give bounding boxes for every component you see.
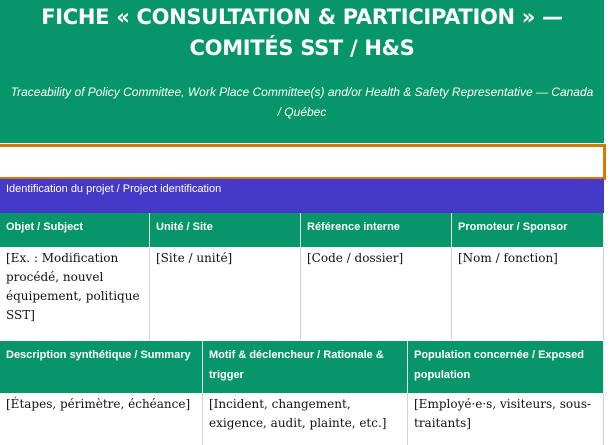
table1-data-row bbox=[0, 247, 604, 340]
header-cell: Objet / Subject bbox=[0, 213, 150, 247]
title-line-2: COMITÉS SST / H&S bbox=[189, 36, 415, 60]
table2-data-row bbox=[0, 393, 604, 445]
document-header bbox=[0, 0, 604, 143]
header-cell: Description synthétique / Summary bbox=[0, 341, 203, 393]
header-cell: Population concernée / Exposed population bbox=[408, 341, 604, 393]
cell-sponsor[interactable]: [Nom / fonction] bbox=[452, 247, 604, 340]
cell-summary[interactable]: [Étapes, périmètre, échéance] bbox=[0, 393, 203, 445]
cell-rationale[interactable]: [Incident, changement, exigence, audit, plainte, etc.] bbox=[203, 393, 408, 445]
cell-reference[interactable]: [Code / dossier] bbox=[301, 247, 452, 340]
title-line-1: FICHE « CONSULTATION & PARTICIPATION » — bbox=[41, 5, 563, 29]
cell-subject[interactable]: [Ex. : Modification procédé, nouvel équipement, politique SST] bbox=[0, 247, 150, 340]
header-cell: Référence interne bbox=[301, 213, 452, 247]
header-cell: Motif & déclencheur / Rationale & trigger bbox=[203, 341, 408, 393]
header-cell: Unité / Site bbox=[150, 213, 301, 247]
document-title bbox=[0, 2, 604, 64]
table2-header-row bbox=[0, 341, 604, 393]
highlighted-empty-field[interactable] bbox=[0, 144, 606, 180]
table1-header-row bbox=[0, 213, 604, 247]
document-subtitle: Traceability of Policy Committee, Work Place Committee(s) and/or Health & Safety Representative — Canada / Québec bbox=[10, 85, 594, 119]
cell-site[interactable]: [Site / unité] bbox=[150, 247, 301, 340]
header-cell: Promoteur / Sponsor bbox=[452, 213, 604, 247]
cell-population[interactable]: [Employé·e·s, visiteurs, sous-traitants] bbox=[408, 393, 604, 445]
section-title: Identification du projet / Project identification bbox=[0, 179, 604, 213]
